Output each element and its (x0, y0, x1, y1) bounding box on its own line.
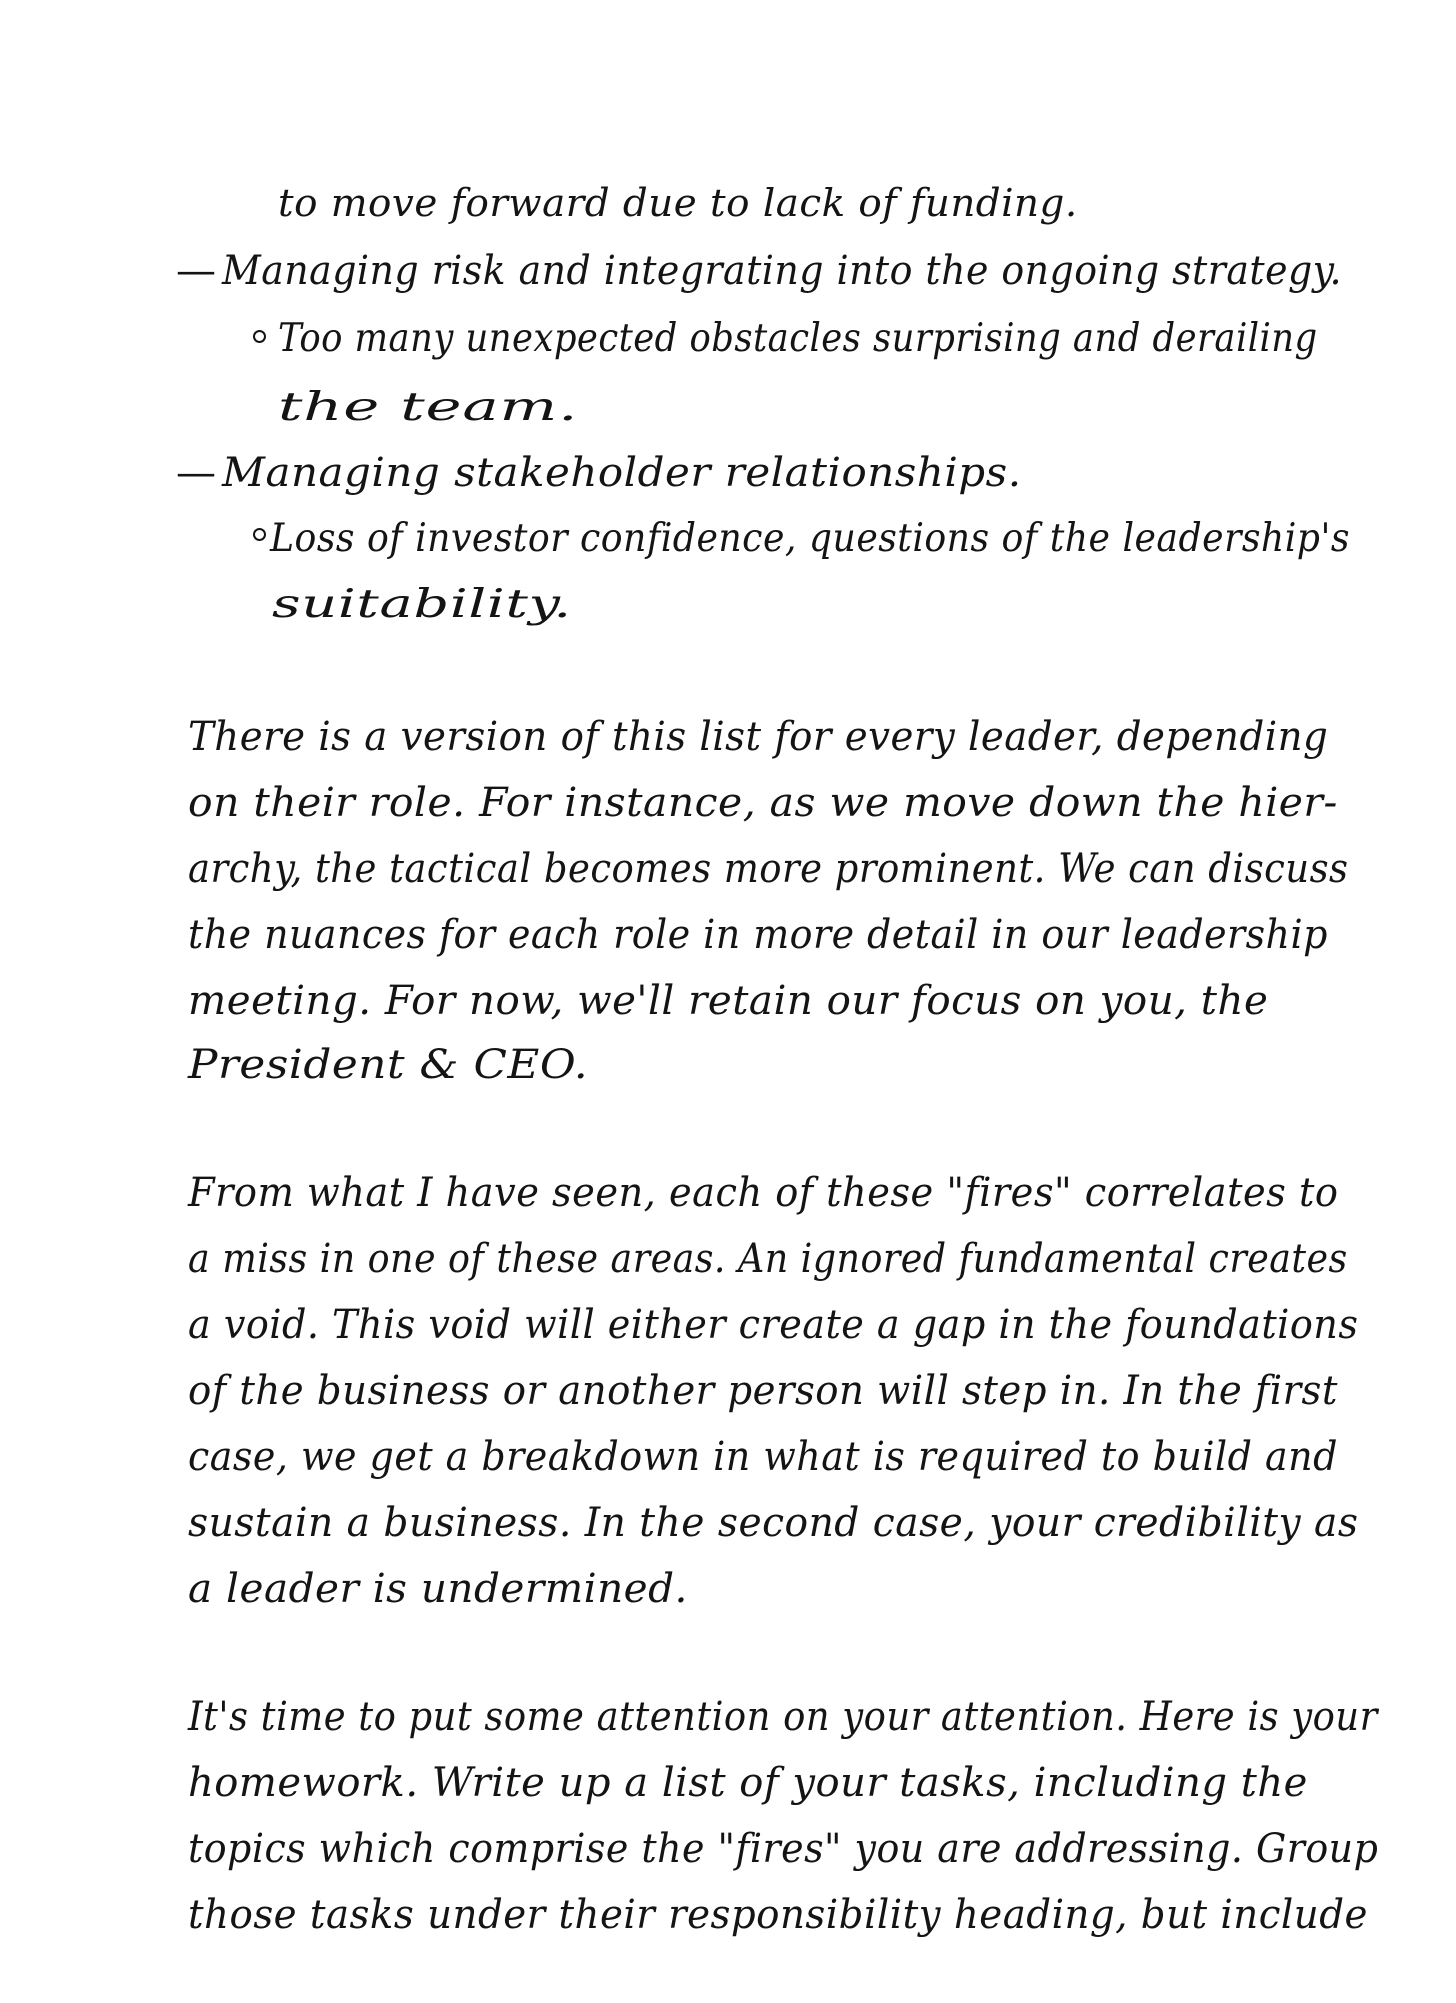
text-line: Too many unexpected obstacles surprising and derailing (278, 316, 1318, 361)
text-line: archy, the tactical becomes more prominent. We can discuss (188, 846, 1349, 892)
text-line: of the business or another person will step in. In the first (188, 1368, 1338, 1414)
text-line: sustain a business. In the second case, your credibility as (188, 1500, 1359, 1546)
text-line: a miss in one of these areas. An ignored fundamental creates (188, 1236, 1348, 1282)
text-line: suitability. (272, 582, 572, 627)
text-line: President & CEO. (188, 1042, 589, 1088)
text-line: meeting. For now, we'll retain our focus on you, the (188, 978, 1269, 1024)
dash-bullet: — (176, 450, 216, 496)
text-line: a leader is undermined. (188, 1566, 688, 1612)
text-line: to move forward due to lack of funding. (278, 181, 1078, 225)
circle-bullet (253, 528, 266, 541)
text-line: the team. (278, 385, 579, 430)
text-line: a void. This void will either create a gap in the foundations (188, 1302, 1359, 1348)
text-line: case, we get a breakdown in what is required to build and (188, 1434, 1338, 1480)
circle-bullet (253, 330, 266, 343)
text-line: It's time to put some attention on your attention. Here is your (188, 1694, 1378, 1740)
dash-bullet: — (176, 248, 216, 294)
text-line: Managing risk and integrating into the ongoing strategy. (222, 248, 1343, 294)
text-line: There is a version of this list for every leader, depending (188, 714, 1329, 760)
text-line: From what I have seen, each of these "fires" correlates to (188, 1170, 1339, 1216)
text-line: Managing stakeholder relationships. (222, 450, 1022, 496)
text-line: those tasks under their responsibility heading, but include (188, 1892, 1368, 1938)
text-line: the nuances for each role in more detail in our leadership (188, 912, 1328, 958)
text-line: Loss of investor confidence, questions of the leadership's (270, 516, 1350, 561)
text-line: on their role. For instance, as we move down the hier- (188, 780, 1338, 826)
text-line: topics which comprise the "fires" you are addressing. Group (188, 1826, 1379, 1872)
text-line: homework. Write up a list of your tasks, including the (188, 1760, 1308, 1806)
